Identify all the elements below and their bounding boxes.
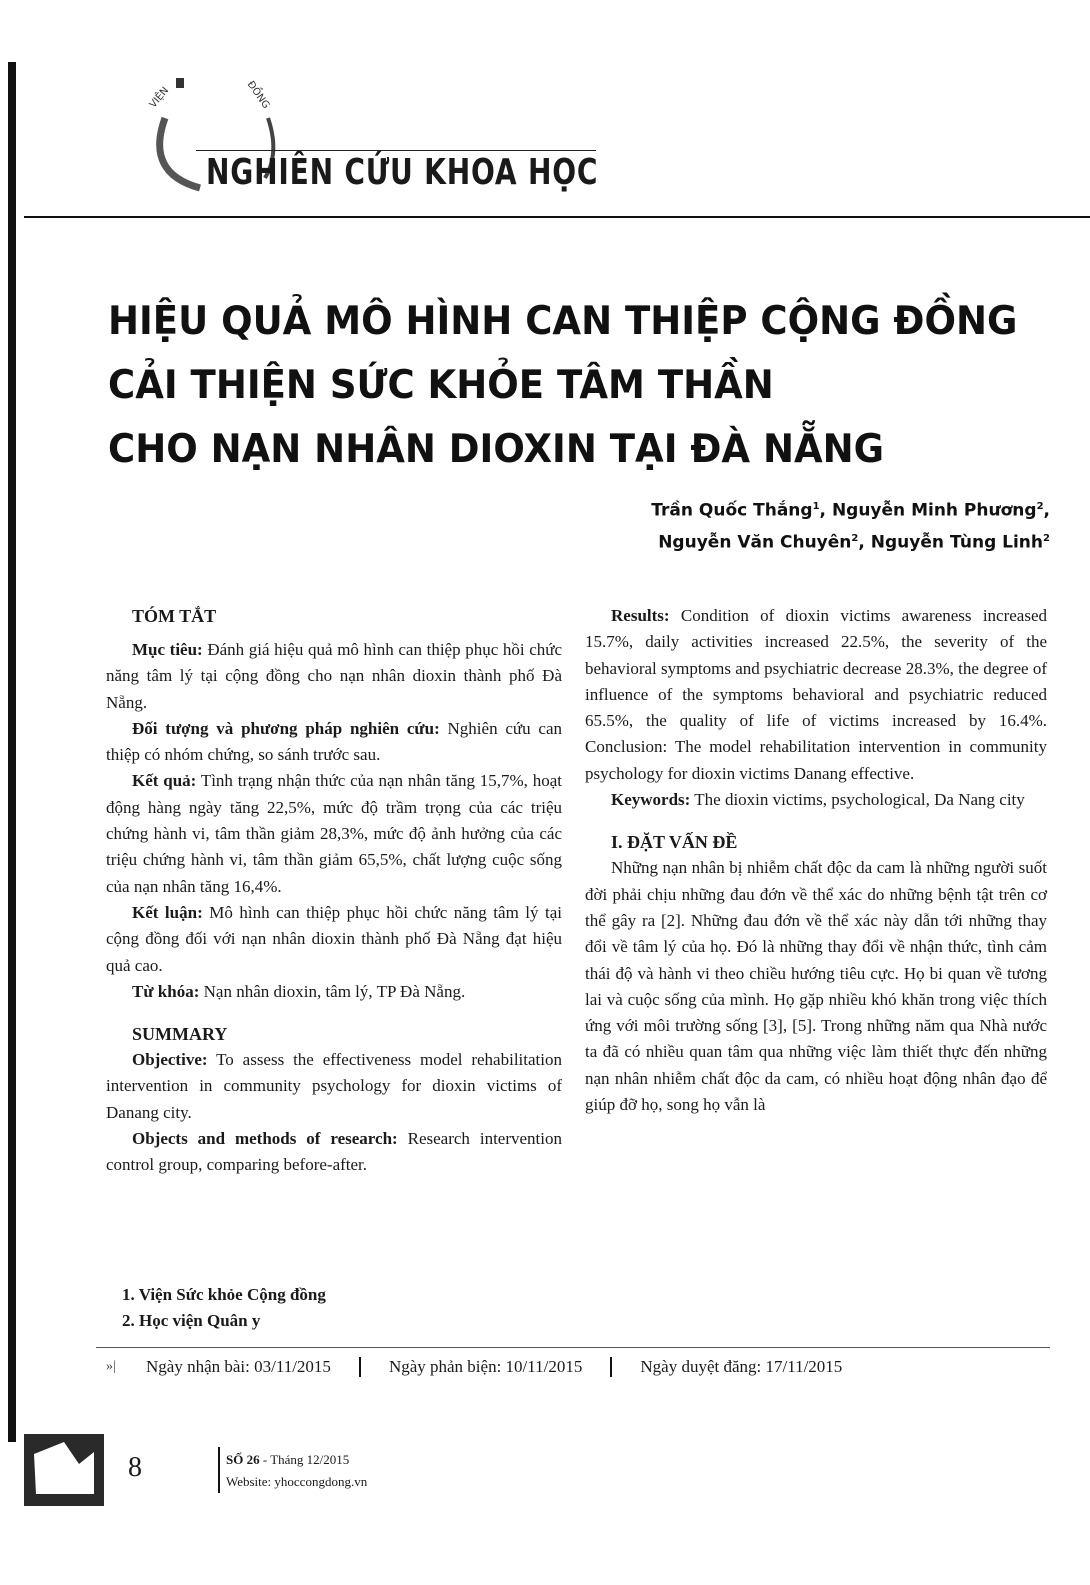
header-rule: [24, 216, 1090, 218]
author-name: Nguyễn Minh Phương: [831, 500, 1037, 521]
objective-en: Objective: To assess the effectiveness model rehabilitation intervention in community psychology for dioxin victims of Danang city.: [106, 1050, 562, 1122]
approval-date: Ngày duyệt đăng: 17/11/2015: [640, 1357, 843, 1376]
affiliation-item: 1. Viện Sức khỏe Cộng đồng: [122, 1285, 326, 1304]
title-line: CẢI THIỆN SỨC KHỎE TÂM THẦN: [108, 363, 774, 408]
left-margin-bar: [8, 62, 16, 1442]
author-affiliation: 2: [1036, 501, 1044, 512]
issue-date: - Tháng 12/2015: [259, 1452, 350, 1467]
dates-marker-icon: »|: [106, 1359, 116, 1374]
footnote-rule: [96, 1347, 1050, 1348]
corner-decoration-icon: [24, 1434, 104, 1506]
footer-divider: [218, 1447, 220, 1493]
left-column: [106, 603, 562, 1179]
methods-vi: Đối tượng và phương pháp nghiên cứu: Nghiên cứu can thiệp có nhóm chứng, so sánh trước sau.: [106, 718, 562, 765]
affiliations: [122, 1282, 326, 1334]
logo-text-left: VIỆN: [147, 85, 172, 111]
right-column: [585, 603, 1047, 1118]
author-list: Trần Quốc Thắng$^1$, Nguyễn Minh Phương$^2$, Nguyễn Văn Chuyên$^2$, Nguyễn Tùng Linh$^2$: [651, 500, 1050, 553]
results-en: Results: Condition of dioxin victims awareness increased 15.7%, daily activities increased 22.5%, the severity of the behavioral symptoms and psychiatric decrease 28.3%, the degree of influence of the symptoms behavioral and psychiatric reduced 65.5%, the quality of life of victims increased by 16.4%. Conclusion: The model rehabilitation intervention in community psychology for dioxin victims Danang effective.: [585, 606, 1048, 783]
page-number: 8: [128, 1452, 142, 1483]
section-body: Những nạn nhân bị nhiễm chất độc da cam là những người suốt đời phải chịu những đau đớn về thể xác do những bệnh tật trên cơ thể gây ra [2]. Những đau đớn về thể xác này dẫn tới những thay đổi về tâm lý của họ. Đó là những thay đổi về nhận thức, tình cảm thái độ và hành vi theo chiều hướng tiêu cực. Họ bi quan về tương lai và cuộc sống của mình. Họ gặp nhiều khó khăn trong việc thích ứng với môi trường sống [3], [5]. Trong những năm qua Nhà nước ta đã có nhiều quan tâm qua những việc làm thiết thực đến những nạn nhân nhiễm chất độc da cam, có nhiều hoạt động nhân đạo để giúp đỡ họ, song họ vẫn là: [585, 858, 1047, 1115]
title-line: HIỆU QUẢ MÔ HÌNH CAN THIỆP CỘNG ĐỒNG: [108, 299, 1018, 344]
author-affiliation: 1: [812, 501, 820, 512]
author-name: Trần Quốc Thắng: [651, 500, 813, 521]
abstract-heading-en: SUMMARY: [132, 1024, 228, 1045]
author-name: Nguyễn Văn Chuyên: [658, 532, 852, 553]
article-dates: [106, 1356, 1046, 1378]
objective-vi: Mục tiêu: Đánh giá hiệu quả mô hình can thiệp phục hồi chức năng tâm lý tại cộng đồng cho nạn nhân dioxin thành phố Đà Nẵng.: [106, 640, 563, 712]
results-vi: Kết quả: Tình trạng nhận thức của nạn nhân tăng 15,7%, hoạt động hàng ngày tăng 22,5%, mức độ trầm trọng của các triệu chứng hành vi, tâm thần giảm 28,3%, mức độ ảnh hưởng của các triệu chứng hành vi, tâm thần giảm 65,5%, chất lượng cuộc sống của nạn nhân tăng 16,4%.: [106, 771, 562, 896]
divider: [610, 1357, 612, 1377]
received-date: Ngày nhận bài: 03/11/2015: [146, 1357, 331, 1376]
issue-number: SỐ 26: [226, 1452, 260, 1467]
website: Website: yhoccongdong.vn: [226, 1474, 368, 1489]
section-label-line: [196, 150, 596, 151]
keywords-vi: Từ khóa: Nạn nhân dioxin, tâm lý, TP Đà Nẵng.: [132, 981, 466, 1001]
abstract-heading-vi: TÓM TẮT: [132, 606, 217, 626]
section-heading: I. ĐẶT VẤN ĐỀ: [611, 832, 738, 853]
author-affiliation: 2: [851, 532, 859, 544]
issue-info: [226, 1449, 367, 1493]
divider: [359, 1357, 361, 1377]
conclusion-vi: Kết luận: Mô hình can thiệp phục hồi chức năng tâm lý tại cộng đồng đối với nạn nhân dioxin thành phố Đà Nẵng đạt hiệu quả cao.: [106, 902, 563, 975]
author-affiliation: 2: [1043, 532, 1050, 544]
review-date: Ngày phản biện: 10/11/2015: [388, 1357, 583, 1376]
keywords-en: Keywords: The dioxin victims, psychological, Da Nang city: [611, 790, 1025, 810]
methods-en: Objects and methods of research: Research intervention control group, comparing before-after.: [106, 1129, 562, 1175]
affiliation-item: 2. Học viện Quân y: [122, 1311, 261, 1330]
section-label: NGHIÊN CỨU KHOA HỌC: [206, 152, 599, 193]
logo-text-right: ĐỒNG: [244, 79, 272, 111]
title-line: CHO NẠN NHÂN DIOXIN TẠI ĐÀ NẴNG: [108, 427, 885, 472]
article-title: [108, 290, 1020, 482]
author-name: Nguyễn Tùng Linh: [870, 532, 1044, 553]
